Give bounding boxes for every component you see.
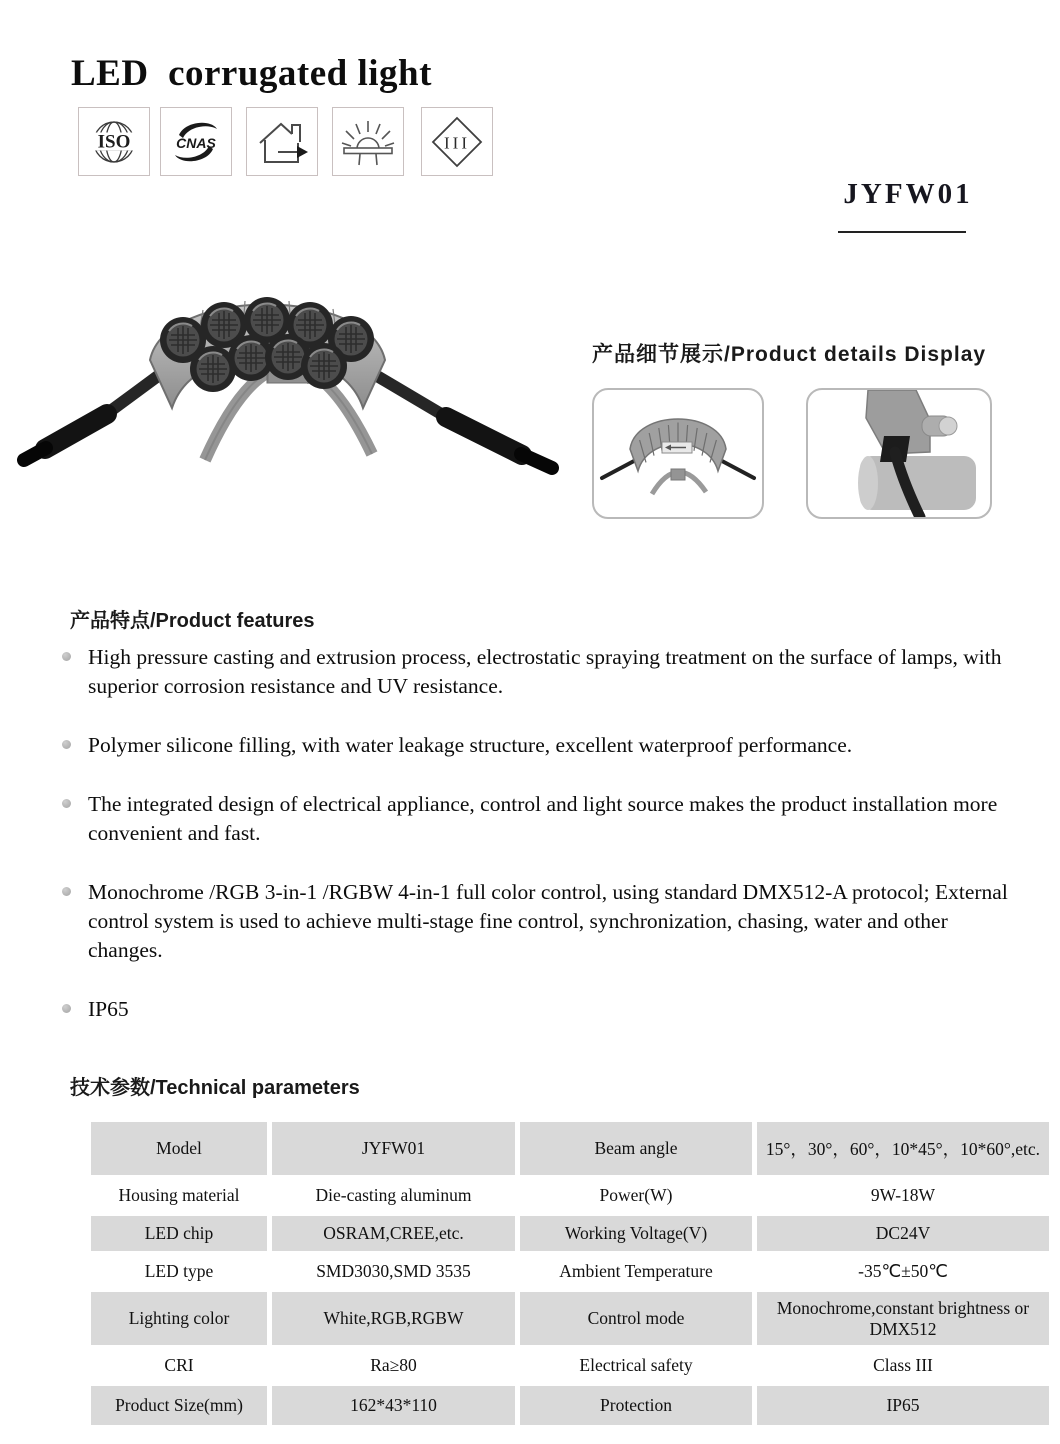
param-label: Housing material [91,1178,267,1213]
bullet-icon [62,652,71,661]
param-value: OSRAM,CREE,etc. [272,1216,515,1251]
detail-image-cable-closeup [806,388,992,519]
badge-house [246,107,318,176]
table-row [91,1254,1049,1289]
table-row [91,1386,1049,1425]
certification-badges [78,107,498,175]
param-value: 15°，30°，60°，10*45°，10*60°,etc. [757,1122,1049,1175]
param-value: Die-casting aluminum [272,1178,515,1213]
bullet-icon [62,740,71,749]
feature-text: Monochrome /RGB 3-in-1 /RGBW 4-in-1 full color control, using standard DMX512-A protocol; External control system is used to achieve multi-stage fine control, synchronization, chasing, water and other changes. [88,880,1008,962]
led-lens-icon [301,343,347,389]
param-label: Working Voltage(V) [520,1216,752,1251]
feature-item [60,731,1016,760]
param-label: Control mode [520,1292,752,1345]
fixture-body [150,297,385,408]
param-value: JYFW01 [272,1122,515,1175]
feature-text: Polymer silicone filling, with water leakage structure, excellent waterproof performance. [88,733,853,757]
feature-text: IP65 [88,997,129,1021]
param-value: DC24V [757,1216,1049,1251]
model-underline [838,231,966,233]
feature-item [60,878,1016,965]
class-iii-label: III [444,133,470,152]
param-label: Ambient Temperature [520,1254,752,1289]
table-row [91,1178,1049,1213]
param-label: CRI [91,1348,267,1383]
badge-iso [78,107,150,176]
cable-left [24,373,162,460]
features-list [60,643,1016,1054]
detail-image-back-view [592,388,764,519]
table-row [91,1292,1049,1345]
param-value: White,RGB,RGBW [272,1292,515,1345]
feature-item [60,790,1016,848]
param-value: 162*43*110 [272,1386,515,1425]
feature-text: High pressure casting and extrusion process, electrostatic spraying treatment on the surface of lamps, with superior corrosion resistance and UV resistance. [88,645,1002,698]
parameters-heading: 技术参数/Technical parameters [70,1077,360,1099]
badge-surface-light [332,107,404,176]
param-value: SMD3030,SMD 3535 [272,1254,515,1289]
cable-closeup-illustration [808,390,990,517]
param-value: 9W-18W [757,1178,1049,1213]
param-value: Class III [757,1348,1049,1383]
page-title: LED corrugated light [71,53,432,94]
param-value: Ra≥80 [272,1348,515,1383]
param-label: Product Size(mm) [91,1386,267,1425]
cnas-label: CNAS [176,134,216,151]
bullet-icon [62,887,71,896]
feature-item [60,643,1016,701]
bullet-icon [62,1004,71,1013]
param-label: Beam angle [520,1122,752,1175]
param-label: Protection [520,1386,752,1425]
iso-globe-icon [84,112,144,172]
param-label: LED type [91,1254,267,1289]
param-value: Monochrome,constant brightness or DMX512 [757,1292,1049,1345]
table-row [91,1122,1049,1175]
iso-label: ISO [97,131,131,152]
details-heading: 产品细节展示/Product details Display [592,343,987,366]
product-photo [0,268,580,518]
house-exit-arrow-icon [252,112,312,172]
feature-text: The integrated design of electrical appliance, control and light source makes the product installation more convenient and fast. [88,792,998,845]
cable-right [372,373,552,468]
back-view-illustration [594,390,762,517]
param-label: Power(W) [520,1178,752,1213]
table-row [91,1348,1049,1383]
parameters-table [86,1119,1054,1428]
cnas-icon [166,112,226,172]
class-iii-diamond-icon [427,112,487,172]
param-label: LED chip [91,1216,267,1251]
param-label: Model [91,1122,267,1175]
badge-class-iii [421,107,493,176]
param-label: Electrical safety [520,1348,752,1383]
bullet-icon [62,799,71,808]
feature-item [60,995,1016,1024]
badge-cnas [160,107,232,176]
model-number: JYFW01 [843,178,973,210]
surface-mounted-light-icon [338,112,398,172]
param-value: IP65 [757,1386,1049,1425]
param-value: -35℃±50℃ [757,1254,1049,1289]
param-label: Lighting color [91,1292,267,1345]
table-row [91,1216,1049,1251]
features-heading: 产品特点/Product features [70,610,315,632]
